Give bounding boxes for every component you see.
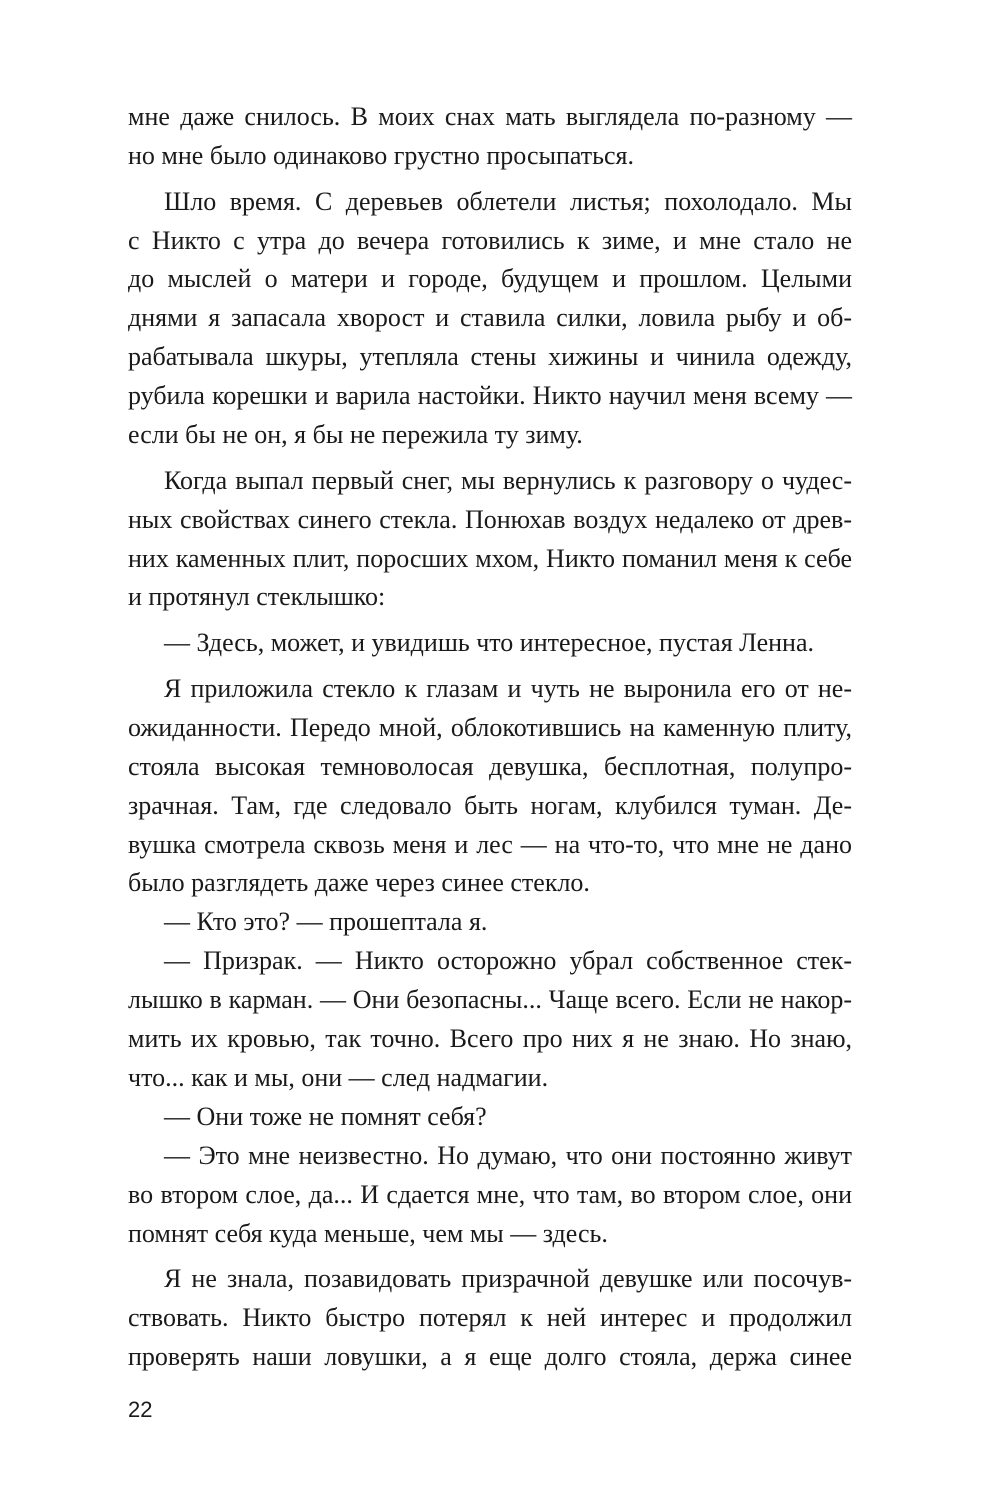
text-line: — Они тоже не помнят себя? bbox=[164, 1101, 487, 1131]
text-line: во втором слое, да... И сдается мне, что там, во втором слое, они bbox=[128, 1179, 852, 1209]
text-line: и протянул стеклышко: bbox=[128, 582, 386, 612]
text-line: мить их кровью, так точно. Всего про них я не знаю. Но знаю, bbox=[128, 1024, 852, 1054]
text-line: зрачная. Там, где следовало быть ногам, клубился туман. Де- bbox=[128, 790, 852, 820]
text-line: стояла высокая темноволосая девушка, бесплотная, полупро- bbox=[128, 751, 852, 781]
text-line: рабатывала шкуры, утепляла стены хижины и чинила одежду, bbox=[128, 342, 852, 372]
text-line: Когда выпал первый снег, мы вернулись к разговору о чудес- bbox=[164, 465, 852, 495]
text-line: ожиданности. Передо мной, облокотившись на каменную плиту, bbox=[128, 712, 852, 742]
text-line: лышко в карман. — Они безопасны... Чаще всего. Если не накор- bbox=[128, 985, 852, 1015]
text-line: если бы не он, я бы не пережила ту зиму. bbox=[128, 420, 583, 450]
text-line: рубила корешки и варила настойки. Никто научил меня всему — bbox=[128, 381, 852, 411]
text-line: Я приложила стекло к глазам и чуть не выронила его от не- bbox=[164, 674, 852, 704]
text-line: ных свойствах синего стекла. Понюхав воздух недалеко от древ- bbox=[128, 504, 852, 534]
page-number: 22 bbox=[128, 1397, 153, 1422]
text-line: вушка смотрела сквозь меня и лес — на что-то, что мне не дано bbox=[128, 829, 852, 859]
text-line: что... как и мы, они — след надмагии. bbox=[128, 1062, 549, 1092]
text-line: помнят себя куда меньше, чем мы — здесь. bbox=[128, 1218, 608, 1248]
text-line: — Здесь, может, и увидишь что интересное, пустая Ленна. bbox=[164, 628, 815, 658]
text-line: было разглядеть даже через синее стекло. bbox=[128, 868, 590, 898]
text-line: днями я запасала хворост и ставила силки, ловила рыбу и об- bbox=[128, 303, 852, 333]
text-line: Я не знала, позавидовать призрачной девушке или посочув- bbox=[164, 1264, 852, 1294]
text-line: но мне было одинаково грустно просыпаться. bbox=[128, 140, 634, 170]
text-line: с Никто с утра до вечера готовились к зиме, и мне стало не bbox=[128, 225, 852, 255]
text-line: — Призрак. — Никто осторожно убрал собственное стек- bbox=[164, 946, 852, 976]
text-line: проверять наши ловушки, а я еще долго стояла, держа синее bbox=[128, 1342, 852, 1372]
text-line: Шло время. С деревьев облетели листья; похолодало. Мы bbox=[164, 186, 852, 216]
text-line: ствовать. Никто быстро потерял к ней интерес и продолжил bbox=[128, 1303, 852, 1333]
text-line: — Кто это? — прошептала я. bbox=[164, 907, 488, 937]
text-line: до мыслей о матери и городе, будущем и прошлом. Целыми bbox=[128, 264, 852, 294]
body-text bbox=[128, 98, 852, 1377]
text-line: них каменных плит, поросших мхом, Никто поманил меня к себе bbox=[128, 543, 852, 573]
text-line: — Это мне неизвестно. Но думаю, что они постоянно живут bbox=[164, 1140, 852, 1170]
text-line: мне даже снилось. В моих снах мать выглядела по-разному — bbox=[128, 102, 852, 131]
